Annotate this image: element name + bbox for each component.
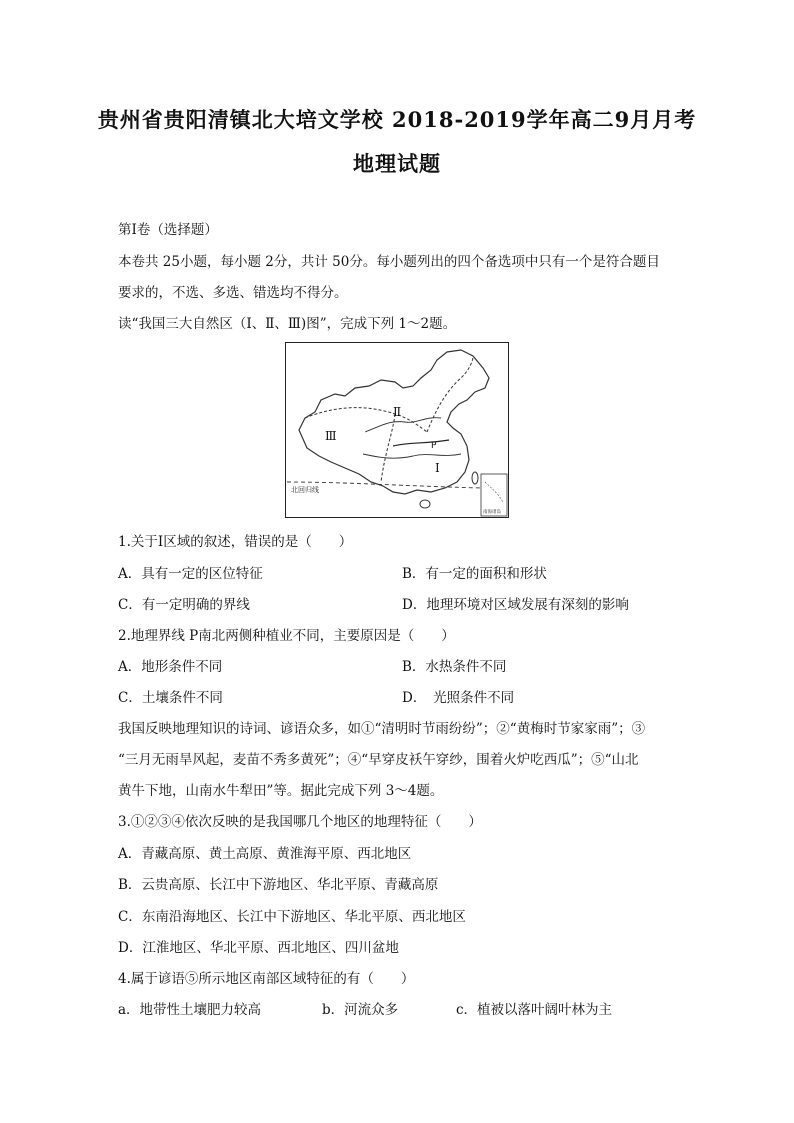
q2-stem: 2.地理界线 P南北两侧种植业不同，主要原因是（ ） [118,628,455,644]
q4-option-c: c．植被以落叶阔叶林为主 [456,1002,613,1018]
q3-option-c: C．东南沿海地区、长江中下游地区、华北平原、西北地区 [118,909,466,925]
section-heading: 第Ⅰ卷（选择题） [118,222,218,238]
q1-stem: 1.关于Ⅰ区域的叙述，错误的是（ ） [118,534,353,550]
q3-option-a: A．青藏高原、黄土高原、黄淮海平原、西北地区 [118,846,412,862]
passage-line-1: 我国反映地理知识的诗词、谚语众多，如①“清明时节雨纷纷”；②“黄梅时节家家雨”；③ [118,721,646,737]
map-prompt: 读“我国三大自然区（Ⅰ、Ⅱ、Ⅲ)图”，完成下列 1～2题。 [118,316,457,332]
q4-option-b: b．河流众多 [322,1002,399,1018]
q2-option-d: D． 光照条件不同 [402,690,515,706]
q2-option-a: A．地形条件不同 [118,659,223,675]
q1-option-c: C．有一定明确的界线 [118,597,250,613]
instructions-line-1: 本卷共 25小题，每小题 2分，共计 50分。每小题列出的四个备选项中只有一个是符合题目 [118,254,660,270]
q3-option-d: D．江淮地区、华北平原、西北地区、四川盆地 [118,940,399,956]
exam-title-line2: 地理试题 [353,151,441,176]
q1-option-b: B．有一定的面积和形状 [402,566,547,582]
region-III-label: Ⅲ [325,429,337,443]
q2-option-b: B．水热条件不同 [402,659,507,675]
region-I-label: Ⅰ [435,461,440,475]
region-II-label: Ⅱ [393,405,402,419]
exam-title-line1: 贵州省贵阳清镇北大培文学校 2018-2019学年高二9月月考 [97,107,697,132]
line-P-label: P [431,441,437,451]
q3-option-b: B．云贵高原、长江中下游地区、华北平原、青藏高原 [118,877,439,893]
china-natural-regions-map [285,342,509,518]
q3-stem: 3.①②③④依次反映的是我国哪几个地区的地理特征（ ） [118,814,482,830]
q1-option-d: D．地理环境对区域发展有深刻的影响 [402,597,629,613]
tropic-label: 北回归线 [291,486,319,494]
passage-line-2: “三月无雨旱风起，麦苗不秀多黄死”；④“早穿皮袄午穿纱，围着火炉吃西瓜”；⑤“山北 [118,752,639,768]
inset-label: 南海诸岛 [483,510,501,515]
q1-option-a: A．具有一定的区位特征 [118,566,263,582]
q2-option-c: C．土壤条件不同 [118,690,223,706]
q4-stem: 4.属于谚语⑤所示地区南部区域特征的有（ ） [118,971,415,987]
q4-option-a: a．地带性土壤肥力较高 [118,1002,262,1018]
passage-line-3: 黄牛下地，山南水牛犁田”等。据此完成下列 3～4题。 [118,783,444,799]
instructions-line-2: 要求的，不选、多选、错选均不得分。 [118,285,348,301]
